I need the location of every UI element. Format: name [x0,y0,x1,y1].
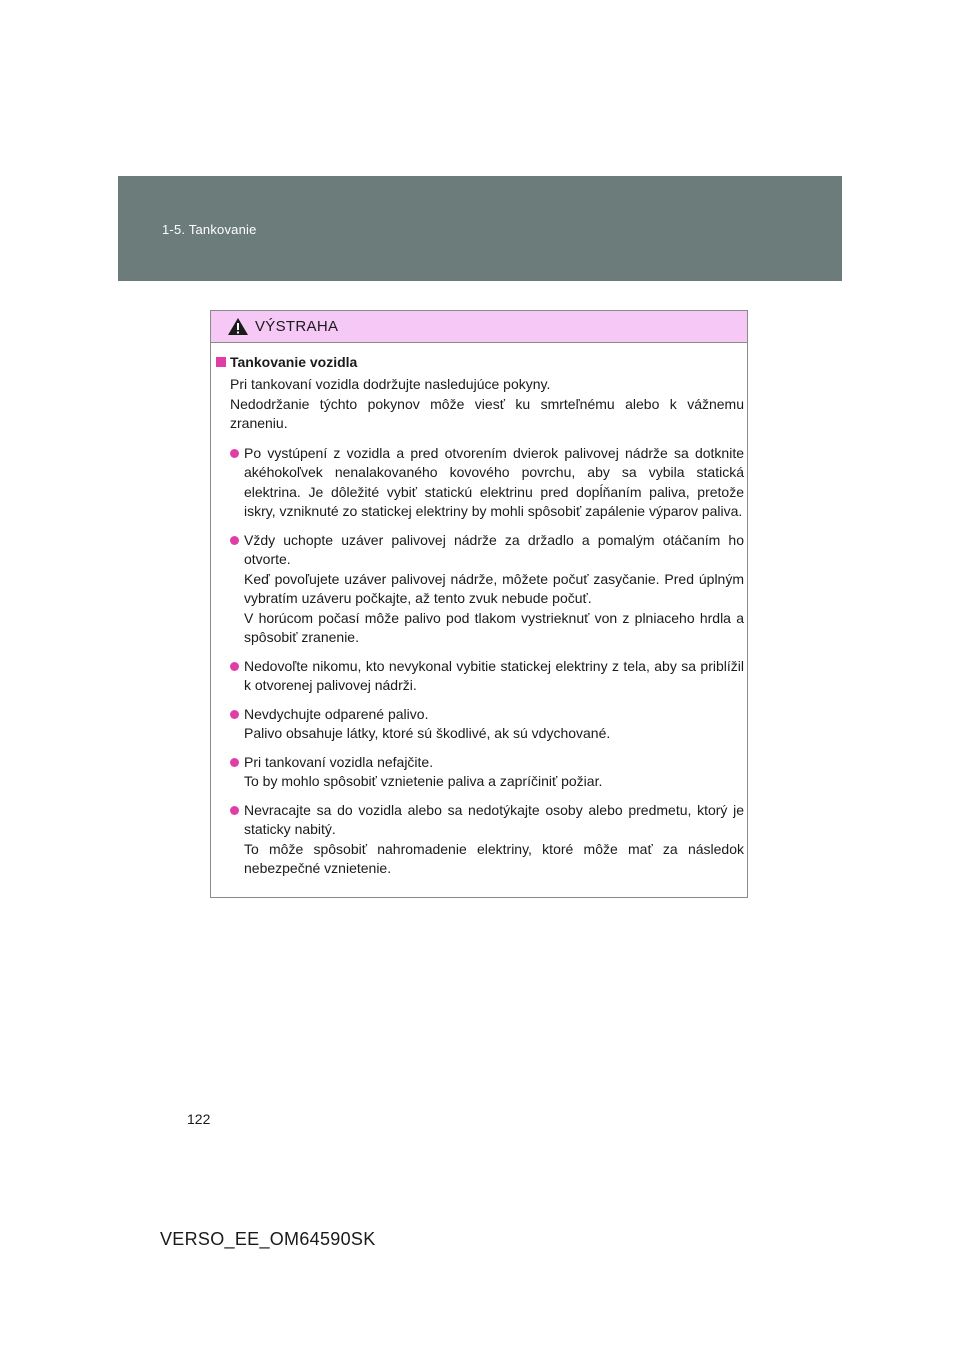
intro-line: Pri tankovaní vozidla dodržujte nasledujúce pokyny. [230,376,551,392]
bullet-text: Nevdychujte odparené palivo. [244,705,429,722]
bullet-text: Keď povoľujete uzáver palivovej nádrže, môžete počuť zasyčanie. Pred úplným vybratím uzáveru počkajte, až tento zvuk nebude počuť. [244,570,744,606]
warning-heading-text: Tankovanie vozidla [230,354,358,370]
bullet-text: Nedovoľte nikomu, kto nevykonal vybitie statickej elektriny z tela, aby sa priblížil k otvorenej palivovej nádrži. [244,657,744,693]
bullet-text: Vždy uchopte uzáver palivovej nádrže za držadlo a pomalým otáčaním ho otvorte. [244,531,744,567]
section-header-band [118,176,842,281]
page-number: 122 [187,1111,211,1127]
section-title: 1-5. Tankovanie [162,222,257,237]
bullet-text: Pri tankovaní vozidla nefajčite. [244,753,434,770]
bullet-item [216,444,744,522]
warning-header [211,311,747,343]
bullet-text: Po vystúpení z vozidla a pred otvorením dvierok palivovej nádrže sa dotknite akéhokoľvek nenalakovaného kovového povrchu, aby sa vybila statická elektrina. Je dôležité vybiť statickú elektrinu pred dopĺňaním paliva, pretože iskry, vzniknuté zo statickej elektriny by mohli spôsobiť zapálenie výparov paliva. [244,444,744,519]
bullet-text: Nevracajte sa do vozidla alebo sa nedotýkajte osoby alebo predmetu, ktorý je staticky nabitý. [244,801,744,837]
warning-intro [230,375,744,434]
bullet-item [216,531,744,648]
bullet-text: To by mohlo spôsobiť vznietenie paliva a zapríčiniť požiar. [244,773,603,789]
warning-triangle-icon [227,317,249,336]
round-bullet-icon [230,536,239,545]
bullet-text: To môže spôsobiť nahromadenie elektriny, ktoré môže mať za následok nebezpečné vznietenie. [244,840,744,876]
round-bullet-icon [230,662,239,671]
bullet-item [216,657,744,696]
square-bullet-icon [216,357,226,367]
bullet-item [216,705,744,744]
bullet-item [216,801,744,879]
round-bullet-icon [230,758,239,767]
bullet-text: V horúcom počasí môže palivo pod tlakom vystrieknuť von z plniaceho hrdla a spôsobiť zranenie. [244,609,744,645]
round-bullet-icon [230,806,239,815]
intro-line: Nedodržanie týchto pokynov môže viesť ku smrteľnému alebo k vážnemu zraneniu. [230,395,744,431]
bullet-text: Palivo obsahuje látky, ktoré sú škodlivé, ak sú vdychované. [244,725,611,741]
round-bullet-icon [230,710,239,719]
warning-content [216,353,744,888]
warning-heading [216,353,744,371]
document-code: VERSO_EE_OM64590SK [160,1229,376,1249]
warning-title: VÝSTRAHA [255,318,339,335]
warning-box [210,310,748,898]
bullet-item [216,753,744,792]
round-bullet-icon [230,449,239,458]
